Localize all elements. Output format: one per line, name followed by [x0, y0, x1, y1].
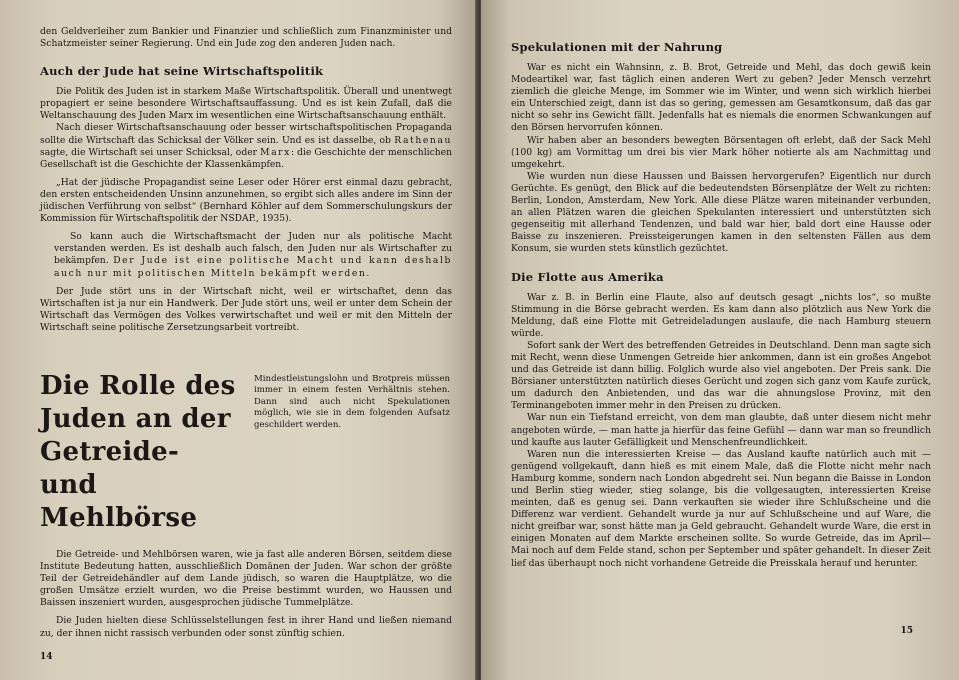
paragraph: Der Jude stört uns in der Wirtschaft nicht, weil er wirtschaftet, denn das Wirtschaften ist ja nur ein Handwerk. Der Jude stört uns, weil er unter dem Schein der Wirtschaft das Vermögen des Volkes verwirtschaftet und weil er mit den Mitteln der Wirtschaft seine politische Zersetzungsarbeit vortreibt. — [40, 285, 452, 333]
name-rathenau: Rathenau — [394, 134, 452, 146]
page-number-right: 15 — [900, 626, 913, 636]
paragraph: Die Juden hielten diese Schlüsselstellungen fest in ihrer Hand und ließen niemand zu, der ihnen nicht rassisch verbunden oder sonst zünftig schien. — [40, 615, 452, 639]
side-note: Mindestleistungslohn und Brotpreis müssen immer in einem festen Verhältnis stehen. Dann sind auch nicht Spekulationen möglich, wie sie in dem folgenden Aufsatz geschildert werden. — [254, 373, 450, 430]
paragraph: Die Politik des Juden ist in starkem Maße Wirtschaftspolitik. Überall und unentwegt propagiert er seine besondere Wirtschaftsauffassung. Und es ist kein Zufall, daß die Weltanschauung des Juden Marx im wesentlichen eine Wirtschaftsanschauung enthält. — [40, 86, 452, 122]
paragraph: Wir haben aber an besonders bewegten Börsentagen oft erlebt, daß der Sack Mehl (100 kg) am Vormittag um drei bis vier Mark höher notierte als am Nachmittag und umgekehrt. — [511, 134, 931, 170]
paragraph: Wie wurden nun diese Haussen und Baissen hervorgerufen? Eigentlich nur durch Gerüchte. Es genügt, den Blick auf die bedeutendsten Börsenplätze der Welt zu richten: Berlin, London, Amsterdam, New York. Alle diese Plätze waren miteinander verbunden, an allen Plätzen waren die gleichen Spekulanten interessiert und unterstützten sich gegenseitig mit allerhand Tendenzen, und bald war hier, bald dort eine Hausse oder Baisse zu inszenieren. Preissteigerungen kamen in den seltensten Fällen aus dem Konsum, sie wurden stets künstlich gezüchtet. — [511, 170, 931, 255]
right-page — [481, 0, 959, 680]
name-marx: Marx — [260, 146, 291, 158]
quote-paragraph: „Hat der jüdische Propagandist seine Leser oder Hörer erst einmal dazu gebracht, den ersten entscheidenden Unsinn anzunehmen, so ergibt sich alles andere im Sinn der jüdischen Verführung von selbst“ (Bernhard Köhler auf dem Sommerschulungskurs der Kommission für Wirtschaftspolitik der NSDAP., 1935). — [40, 176, 452, 225]
paragraph: War es nicht ein Wahnsinn, z. B. Brot, Getreide und Mehl, das doch gewiß kein Modeartikel war, fast täglich einen anderen Wert zu geben? Jeder Mensch verzehrt ziemlich die gleiche Menge, im Sommer wie im Winter, und wenn sich wirklich hierbei ein Unterschied zeigt, dann ist das so gering, gemessen am Gesamtkonsum, daß das gar nicht so sehr ins Gewicht fällt. Jedenfalls hat es niemals die enormen Schwankungen auf den Börsen hervorrufen können. — [511, 62, 931, 134]
paragraph: War nun ein Tiefstand erreicht, von dem man glaubte, daß unter diesem nicht mehr angeboten würde, — man hatte ja hierfür das feine Gefühl — dann war man so freundlich und kaufte aus lauter Gefälligkeit und Menschenfreundlichkeit. — [511, 412, 931, 448]
paragraph: War z. B. in Berlin eine Flaute, also auf deutsch gesagt „nichts los“, so mußte Stimmung in die Börse gebracht werden. Es kam dann also plötzlich aus New York die Meldung, daß eine Flotte mit Getreideladungen auslaufe, die nach Hamburg steuern würde. — [511, 291, 931, 339]
paragraph: So kann auch die Wirtschaftsmacht der Juden nur als politische Macht verstanden werden. Es ist deshalb auch falsch, den Juden nur als Wirtschafter zu bekämpfen. Der Jude ist eine politische Macht und kann deshalb auch nur mit politischen Mitteln bekämpft werden. — [54, 231, 452, 279]
section-title-block — [40, 370, 452, 535]
paragraph: Die Getreide- und Mehlbörsen waren, wie ja fast alle anderen Börsen, seitdem diese Institute Bedeutung hatten, ausschließlich Domänen der Juden. War schon der größte Teil der Getreidehändler auf dem Lande jüdisch, so waren die Hauptplätze, wo die großen Umsätze erzielt wurden, wo die Preise bestimmt wurden, wo Haussen und Baissen inszeniert wurden, ausgesprochen jüdische Tummelplätze. — [40, 548, 452, 609]
section-heading-spekulationen: Spekulationen mit der Nahrung — [511, 40, 723, 54]
spaced-emphasis: Der Jude ist eine politische Macht und kann deshalb auch nur mit politischen Mitteln bekämpft werden. — [54, 255, 452, 279]
paragraph: Nach dieser Wirtschaftsanschauung oder besser wirtschaftspolitischen Propaganda sollte die Wirtschaft das Schicksal der Völker sein. Und es ist dasselbe, ob Rathenau sagte, die Wirtschaft sei unser Schicksal, oder Marx: die Geschichte der menschlichen Gesellschaft ist die Geschichte der Klassenkämpfen. — [40, 122, 452, 170]
intro-paragraph: den Geldverleiher zum Bankier und Finanzier und schließlich zum Finanzminister und Schatzmeister seiner Regierung. Und ein Jude zog den anderen Juden nach. — [40, 26, 452, 50]
paragraph: Sofort sank der Wert des betreffenden Getreides in Deutschland. Denn man sagte sich mit Recht, wenn diese Unmengen Getreide hier ankommen, dann ist ein großes Angebot und das Getreide ist dann billig. Folglich wurde also viel angeboten. Der Preis sank. Die Börsianer unterstützten natürlich dieses Gerücht und zogen sich ganz vom Kaufe zurück, um dadurch den Anbietenden, und das war die ahnungslose Provinz, mit den Terminangeboten immer mehr in den Preisen zu drücken. — [511, 339, 931, 412]
section-title-getreideboerse: Die Rolle des Juden an der Getreide- und Mehlbörse — [40, 370, 236, 533]
paragraph: Waren nun die interessierten Kreise — das Ausland kaufte natürlich auch mit — genügend vollgekauft, dann hieß es mit einem Male, daß die Flotte nicht mehr nach Hamburg komme, sondern nach London abgedreht sei. Nun begann die Baisse in London und Berlin stieg wieder, stieg solange, bis die vollgesaugten, interessierten Kreise meinten, daß es genug sei. Dann verkauften sie wieder ihre Schlußscheine und die Differenz war verdient. Gehandelt wurde ja nur auf Schlußscheine und auf Ware, die nicht greifbar war, sonst hätte man ja Geld gebraucht. Gehandelt wurde Ware, die erst in einigen Monaten auf dem Markte erscheinen sollte. So wurde Getreide, das im April—Mai noch auf dem Felde stand, schon per September und später gehandelt. In dieser Zeit lief das überhaupt noch nicht vorhandene Getreide die Preisskala herauf und herunter. — [511, 448, 931, 569]
section-heading-flotte: Die Flotte aus Amerika — [511, 269, 664, 284]
section-heading-wirtschaftspolitik: Auch der Jude hat seine Wirtschaftspolitik — [40, 64, 324, 79]
page-number-left: 14 — [40, 652, 53, 662]
left-page — [0, 0, 478, 680]
